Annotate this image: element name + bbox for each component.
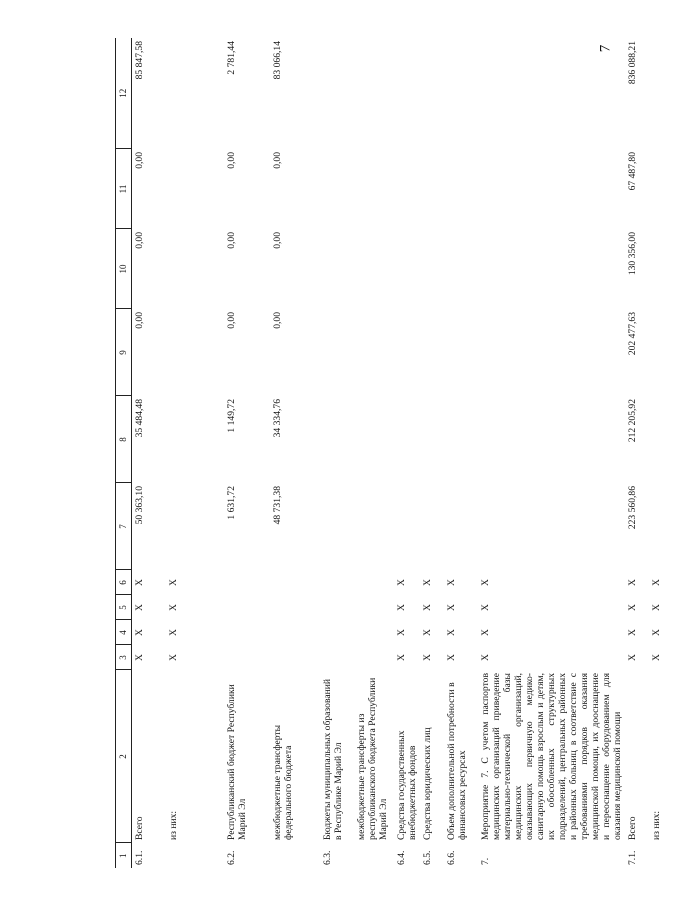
amount-cell <box>478 38 625 149</box>
amount-cell <box>444 149 478 229</box>
amount-cell <box>420 229 444 309</box>
amount-cell: 83 066,14 <box>271 41 283 80</box>
table-row <box>354 38 394 868</box>
table-row <box>420 38 444 868</box>
mark-cell: X <box>421 604 433 611</box>
mark-cell: X <box>134 604 145 611</box>
mark-cell: X <box>445 654 457 661</box>
row-code: 7.1. <box>626 850 638 865</box>
mark-cell <box>354 595 394 620</box>
header-cell: 9 <box>116 309 132 396</box>
financing-table <box>115 38 673 868</box>
table-row <box>444 38 478 868</box>
header-cell: 7 <box>116 483 132 570</box>
header-cell: 10 <box>116 229 132 309</box>
row-description: Всего <box>626 816 638 840</box>
amount-cell <box>649 229 673 309</box>
mark-cell <box>224 595 270 620</box>
amount-cell <box>478 483 625 570</box>
amount-cell <box>320 483 354 570</box>
mark-cell <box>224 570 270 595</box>
table-row <box>625 38 649 868</box>
mark-cell <box>224 620 270 645</box>
row-code <box>270 843 320 868</box>
amount-cell: 85 847,58 <box>134 41 145 80</box>
amount-cell <box>649 149 673 229</box>
mark-cell: X <box>650 629 662 636</box>
mark-cell <box>224 645 270 670</box>
mark-cell: X <box>650 654 662 661</box>
amount-cell <box>649 38 673 149</box>
amount-cell: 0,00 <box>225 232 237 249</box>
mark-cell: X <box>395 654 407 661</box>
mark-cell <box>354 645 394 670</box>
amount-cell <box>354 149 394 229</box>
amount-cell <box>354 483 394 570</box>
amount-cell: 0,00 <box>134 232 145 249</box>
mark-cell <box>270 620 320 645</box>
row-description: межбюджетные трансферты федерального бюджета <box>271 724 294 840</box>
amount-cell: 202 477,63 <box>626 312 638 356</box>
table-row <box>166 38 224 868</box>
amount-cell <box>649 483 673 570</box>
mark-cell: X <box>134 654 145 661</box>
header-cell: 2 <box>116 670 132 843</box>
row-description: Мероприятие 7. С учетом паспортов медицинских организаций приведение материально-технической базы медицинских организаций, оказывающих первичную медико-санитарную помощь взрослым и детям, их обособленных структурных подразделений, центральных районных и районных больниц в соответствие с требованиями порядков оказания медицинской помощи, их дооснащение и переоснащение оборудованием для оказания медицинской помощи <box>479 673 623 840</box>
mark-cell <box>270 645 320 670</box>
row-description: из них: <box>167 810 179 840</box>
amount-cell <box>394 396 420 483</box>
row-code: 6.5. <box>421 850 433 865</box>
table-row <box>270 38 320 868</box>
row-description: Объем дополнительной потребности в финансовых ресурсах <box>445 682 468 840</box>
amount-cell <box>444 309 478 396</box>
amount-cell: 836 088,21 <box>626 41 638 85</box>
amount-cell: 223 560,86 <box>626 486 638 530</box>
amount-cell: 0,00 <box>271 232 283 249</box>
mark-cell: X <box>421 629 433 636</box>
amount-cell <box>394 38 420 149</box>
amount-cell: 2 781,44 <box>225 41 237 75</box>
mark-cell: X <box>421 654 433 661</box>
amount-cell: 0,00 <box>271 312 283 329</box>
amount-cell <box>354 396 394 483</box>
amount-cell: 1 149,72 <box>225 399 237 433</box>
amount-cell: 0,00 <box>225 152 237 169</box>
amount-cell <box>420 309 444 396</box>
mark-cell: X <box>479 629 491 636</box>
amount-cell: 67 487,80 <box>626 152 638 191</box>
mark-cell: X <box>479 604 491 611</box>
row-code <box>166 843 224 868</box>
row-code: 6.2. <box>225 850 237 865</box>
amount-cell <box>444 38 478 149</box>
amount-cell <box>166 149 224 229</box>
amount-cell <box>166 38 224 149</box>
amount-cell <box>166 309 224 396</box>
mark-cell: X <box>167 604 179 611</box>
mark-cell: X <box>479 654 491 661</box>
mark-cell: X <box>134 629 145 636</box>
table-row <box>320 38 354 868</box>
mark-cell: X <box>134 579 145 586</box>
header-cell: 8 <box>116 396 132 483</box>
amount-cell <box>444 229 478 309</box>
row-code: 6.4. <box>395 850 407 865</box>
mark-cell <box>320 595 354 620</box>
row-code: 6.3. <box>321 850 333 865</box>
amount-cell <box>478 149 625 229</box>
mark-cell <box>354 570 394 595</box>
amount-cell <box>354 38 394 149</box>
amount-cell <box>420 38 444 149</box>
mark-cell <box>320 570 354 595</box>
amount-cell <box>420 396 444 483</box>
header-cell: 12 <box>116 38 132 149</box>
amount-cell <box>394 309 420 396</box>
mark-cell: X <box>395 629 407 636</box>
table-row <box>224 38 270 868</box>
amount-cell: 48 731,38 <box>271 486 283 525</box>
amount-cell <box>444 396 478 483</box>
rotated-table-area <box>115 38 662 868</box>
row-code <box>354 843 394 868</box>
row-code: 7. <box>479 857 491 865</box>
mark-cell <box>270 570 320 595</box>
mark-cell: X <box>650 579 662 586</box>
amount-cell <box>354 309 394 396</box>
mark-cell: X <box>650 604 662 611</box>
mark-cell <box>320 620 354 645</box>
mark-cell: X <box>395 604 407 611</box>
mark-cell <box>354 620 394 645</box>
amount-cell <box>444 483 478 570</box>
mark-cell: X <box>167 629 179 636</box>
row-description: Всего <box>134 816 145 840</box>
row-description: Бюджеты муниципальных образований в Республике Марий Эл <box>321 678 344 840</box>
amount-cell <box>420 149 444 229</box>
amount-cell <box>420 483 444 570</box>
amount-cell <box>320 149 354 229</box>
amount-cell <box>394 149 420 229</box>
mark-cell: X <box>445 629 457 636</box>
row-description: из них: <box>650 810 662 840</box>
amount-cell <box>478 396 625 483</box>
mark-cell <box>270 595 320 620</box>
mark-cell: X <box>167 579 179 586</box>
amount-cell <box>649 396 673 483</box>
mark-cell: X <box>445 604 457 611</box>
row-description: Республиканский бюджет Республики Марий Эл <box>225 684 248 840</box>
row-description: Средства государственных внебюджетных фондов <box>395 730 418 840</box>
page-number: 7 <box>597 44 614 53</box>
amount-cell <box>320 309 354 396</box>
amount-cell: 35 484,48 <box>134 399 145 438</box>
amount-cell: 212 205,92 <box>626 399 638 443</box>
amount-cell <box>320 229 354 309</box>
amount-cell <box>166 483 224 570</box>
header-cell: 1 <box>116 843 132 868</box>
mark-cell <box>320 645 354 670</box>
amount-cell <box>478 309 625 396</box>
table-row <box>649 38 673 868</box>
amount-cell <box>320 396 354 483</box>
table-row <box>394 38 420 868</box>
mark-cell: X <box>421 579 433 586</box>
mark-cell: X <box>626 579 638 586</box>
row-code <box>649 843 673 868</box>
mark-cell: X <box>626 629 638 636</box>
amount-cell: 0,00 <box>134 312 145 329</box>
amount-cell <box>354 229 394 309</box>
row-code: 6.1. <box>134 850 145 865</box>
mark-cell: X <box>626 654 638 661</box>
table-row <box>132 38 166 868</box>
amount-cell <box>394 229 420 309</box>
header-cell: 6 <box>116 570 132 595</box>
header-row <box>116 38 132 868</box>
amount-cell: 50 363,10 <box>134 486 145 525</box>
amount-cell <box>394 483 420 570</box>
mark-cell: X <box>395 579 407 586</box>
mark-cell: X <box>479 579 491 586</box>
amount-cell: 130 356,00 <box>626 232 638 276</box>
header-cell: 4 <box>116 620 132 645</box>
header-cell: 3 <box>116 645 132 670</box>
row-code: 6.6. <box>445 850 457 865</box>
row-description: Средства юридических лиц <box>421 727 433 840</box>
amount-cell <box>320 38 354 149</box>
amount-cell: 0,00 <box>271 152 283 169</box>
amount-cell <box>166 396 224 483</box>
amount-cell: 1 631,72 <box>225 486 237 520</box>
header-cell: 5 <box>116 595 132 620</box>
amount-cell: 0,00 <box>225 312 237 329</box>
mark-cell: X <box>167 654 179 661</box>
amount-cell <box>478 229 625 309</box>
amount-cell: 0,00 <box>134 152 145 169</box>
mark-cell: X <box>445 579 457 586</box>
amount-cell: 34 334,76 <box>271 399 283 438</box>
row-description: межбюджетные трансферты из республиканского бюджета Республики Марий Эл <box>355 677 389 840</box>
mark-cell: X <box>626 604 638 611</box>
amount-cell <box>166 229 224 309</box>
amount-cell <box>649 309 673 396</box>
header-cell: 11 <box>116 149 132 229</box>
table-row <box>478 38 625 868</box>
